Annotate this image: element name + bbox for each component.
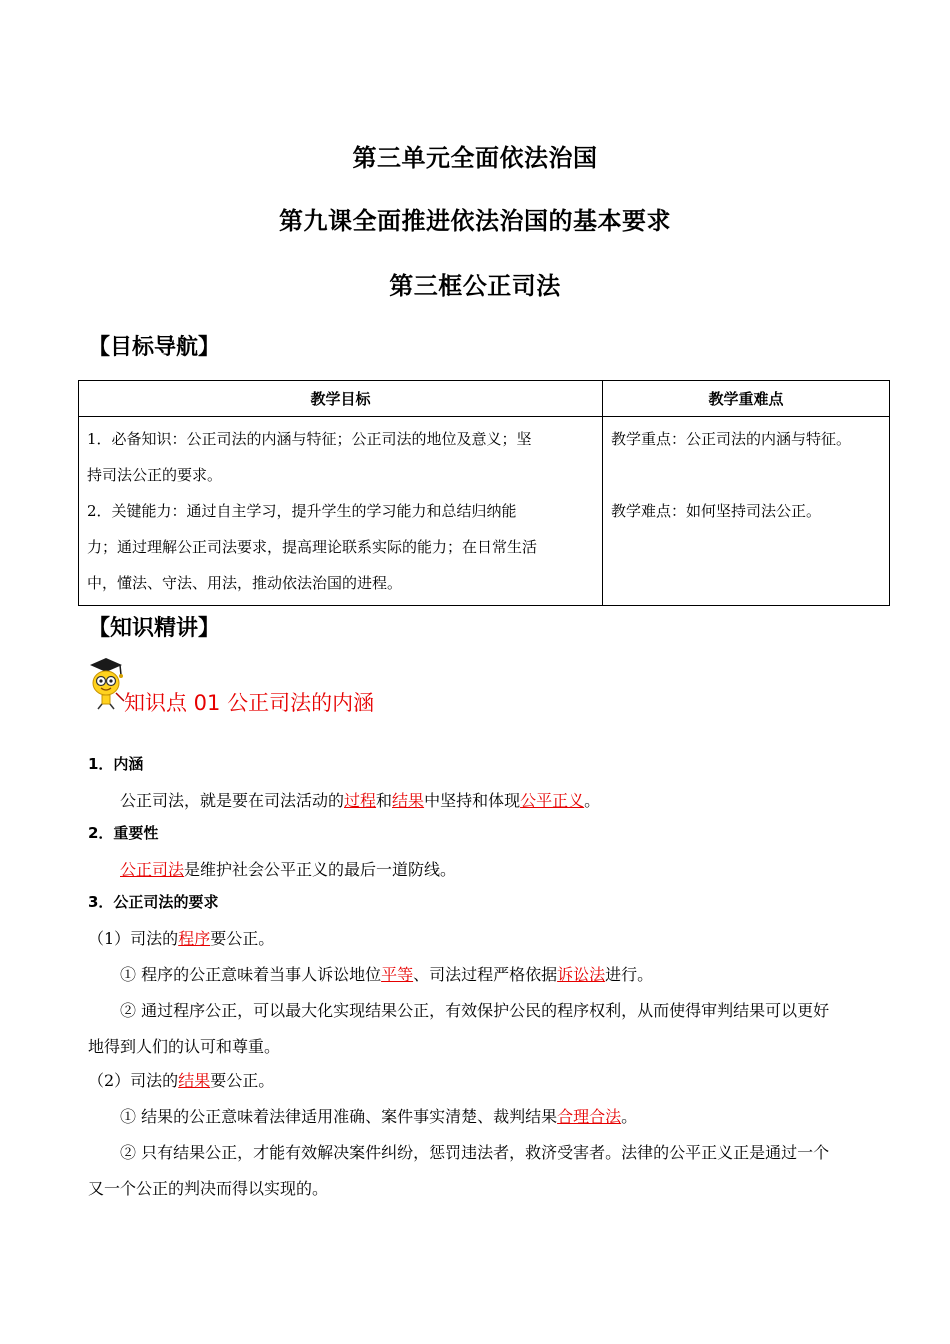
- knowledge-point-header: [86, 655, 586, 715]
- text: 。: [621, 1107, 638, 1126]
- paragraph-result-2-line2: 又一个公正的判决而得以实现的。: [88, 1179, 329, 1198]
- text: 进行。: [605, 965, 654, 984]
- difficulty-cell: [603, 417, 890, 606]
- keyword: 程序: [178, 929, 211, 948]
- paragraph-connotation: [120, 788, 910, 811]
- keyword: 结果: [178, 1071, 211, 1090]
- heading-requirements: 3．公正司法的要求: [88, 893, 219, 911]
- paragraph-result-1: [120, 1104, 910, 1127]
- frame-title: 第三框公正司法: [389, 272, 561, 300]
- text: 要公正。: [210, 929, 275, 948]
- keyword: 公平正义: [520, 791, 585, 810]
- goal-line: 1．必备知识：公正司法的内涵与特征；公正司法的地位及意义；坚: [87, 430, 532, 448]
- paragraph-result-2-line1: ② 只有结果公正，才能有效解决案件纠纷，惩罚违法者，救济受害者。法律的公平正义正是通过一个: [120, 1143, 830, 1162]
- goal-line: 持司法公正的要求。: [87, 466, 223, 484]
- text: 。: [584, 791, 601, 810]
- text: ① 结果的公正意味着法律适用准确、案件事实清楚、裁判结果: [120, 1107, 558, 1126]
- text: 是维护社会公平正义的最后一道防线。: [184, 860, 457, 879]
- knowledge-heading: 【知识精讲】: [88, 616, 221, 641]
- paragraph-procedure-1: [120, 962, 910, 985]
- paragraph-procedure-2-line2: 地得到人们的认可和尊重。: [88, 1037, 281, 1056]
- goal-line: 中，懂法、守法、用法，推动依法治国的进程。: [87, 574, 403, 592]
- text: 、司法过程严格依据: [413, 965, 558, 984]
- knowledge-point-title: 知识点 01 公正司法的内涵: [124, 691, 375, 715]
- keyword: 诉讼法: [557, 965, 606, 984]
- goal-line: 力；通过理解公正司法要求，提高理论联系实际的能力；在日常生活: [87, 538, 538, 556]
- difficulty-col-header: 教学重难点: [603, 381, 890, 417]
- goal-line: 2．关键能力：通过自主学习，提升学生的学习能力和总结归纳能: [87, 502, 517, 520]
- lesson-title: 第九课全面推进依法治国的基本要求: [279, 207, 671, 235]
- keyword: 公正司法: [120, 860, 185, 879]
- heading-importance: 2．重要性: [88, 824, 159, 842]
- text: （2）司法的: [88, 1071, 179, 1090]
- text: ① 程序的公正意味着当事人诉讼地位: [120, 965, 382, 984]
- paragraph-procedure-2-line1: ② 通过程序公正，可以最大化实现结果公正，有效保护公民的程序权利，从而使得审判结果可以更好: [120, 1001, 830, 1020]
- subheading-procedure: [88, 926, 878, 949]
- goal-cell: [79, 417, 603, 606]
- subheading-result: [88, 1068, 878, 1091]
- goal-table: [78, 380, 890, 606]
- key-point-text: 教学重点：公正司法的内涵与特征。: [611, 430, 852, 448]
- goal-nav-heading: 【目标导航】: [88, 335, 221, 360]
- text: 和: [376, 791, 393, 810]
- keyword: 合理合法: [557, 1107, 622, 1126]
- text: 要公正。: [210, 1071, 275, 1090]
- paragraph-importance: [120, 857, 910, 880]
- text: 公正司法，就是要在司法活动的: [120, 791, 345, 810]
- unit-title: 第三单元全面依法治国: [352, 144, 598, 172]
- keyword: 过程: [344, 791, 377, 810]
- text: （1）司法的: [88, 929, 179, 948]
- difficult-point-text: 教学难点：如何坚持司法公正。: [611, 502, 822, 520]
- text: 中坚持和体现: [424, 791, 521, 810]
- goal-col-header: 教学目标: [79, 381, 603, 417]
- keyword: 结果: [392, 791, 425, 810]
- scholar-mascot-icon: [86, 655, 126, 711]
- heading-connotation: 1．内涵: [88, 755, 144, 773]
- keyword: 平等: [381, 965, 414, 984]
